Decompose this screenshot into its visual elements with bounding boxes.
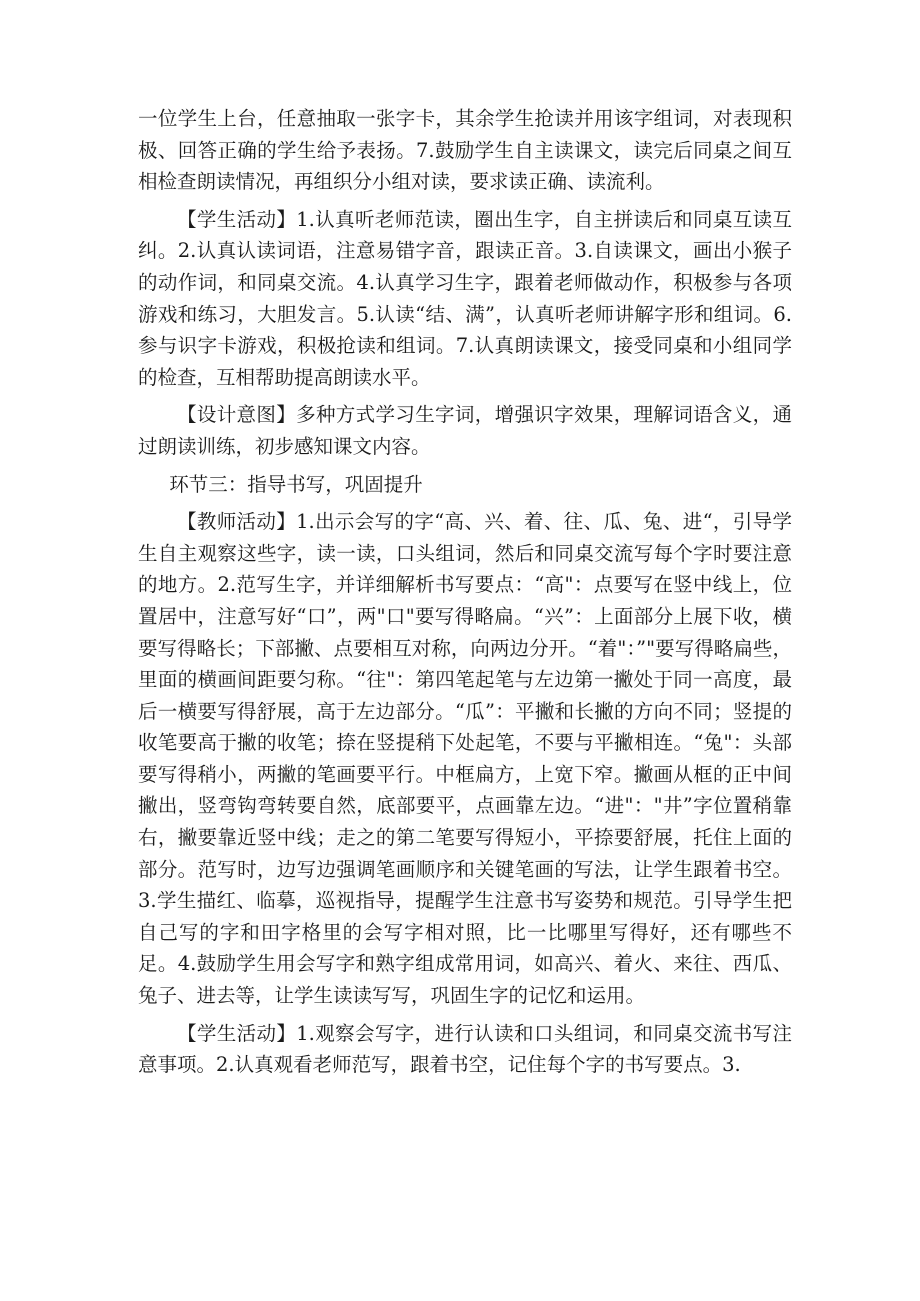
paragraph-design-intent: 【设计意图】多种方式学习生字词，增强识字效果，理解词语含义，通过朗读训练，初步感知课文内容。 [138,403,792,458]
paragraph-teacher-activity: 【教师活动】1.出示会写的字“高、兴、着、往、瓜、兔、进“，引导学生自主观察这些字，读一读，口头组词，然后和同桌交流写每个字时要注意的地方。2.范写生字，并详细解析书写要点：“高"：点要写在竖中线上，位置居中，注意写好“口”，两"口"要写得略扁。“兴”：上面部分上展下收，横要写得略长；下部撇、点要相互对称，向两边分开。“着"：”"要写得略扁些，里面的横画间距要匀称。“往"：第四笔起笔与左边第一撇处于同一高度，最后一横要写得舒展，高于左边部分。“瓜”：平撇和长撇的方向不同；竖提的收笔要高于撇的收笔；捺在竖提稍下处起笔，不要与平撇相连。“兔"：头部要写得稍小，两撇的笔画要平行。中框扁方，上宽下窄。撇画从框的正中间撇出，竖弯钩弯转要自然，底部要平，点画靠左边。“进"："井”字位置稍靠右，撇要靠近竖中线；走之的第二笔要写得短小，平捺要舒展，托住上面的部分。范写时，边写边强调笔画顺序和关键笔画的写法，让学生跟着书空。3.学生描红、临摹，巡视指导，提醒学生注意书写姿势和规范。引导学生把自己写的字和田字格里的会写字相对照，比一比哪里写得好，还有哪些不足。4.鼓励学生用会写字和熟字组成常用词，如高兴、着火、来往、西瓜、兔子、进去等，让学生读读写写，巩固生字的记忆和运用。 [138,510,792,1008]
section-heading: 环节三：指导书写，巩固提升 [169,472,423,496]
paragraph-student-activity-2: 【学生活动】1.观察会写字，进行认读和口头组词，和同桌交流书写注意事项。2.认真观看老师范写，跟着书空，记住每个字的书写要点。3. [138,1021,792,1077]
document-body [138,103,792,1087]
paragraph-continuation: 一位学生上台，任意抽取一张字卡，其余学生抢读并用该字组词，对表现积极、回答正确的学生给予表扬。7.鼓励学生自主读课文，读完后同桌之间互相检查朗读情况，再组织分小组对读，要求读正确、读流利。 [138,107,792,194]
paragraph-student-activity: 【学生活动】1.认真听老师范读，圈出生字，自主拼读后和同桌互读互纠。2.认真认读词语，注意易错字音，跟读正音。3.自读课文，画出小猴子的动作词，和同桌交流。4.认真学习生字，跟着老师做动作，积极参与各项游戏和练习，大胆发言。5.认读“结、满”，认真听老师讲解字形和组词。6.参与识字卡游戏，积极抢读和组词。7.认真朗读课文，接受同桌和小组同学的检查，互相帮助提高朗读水平。 [138,207,792,389]
